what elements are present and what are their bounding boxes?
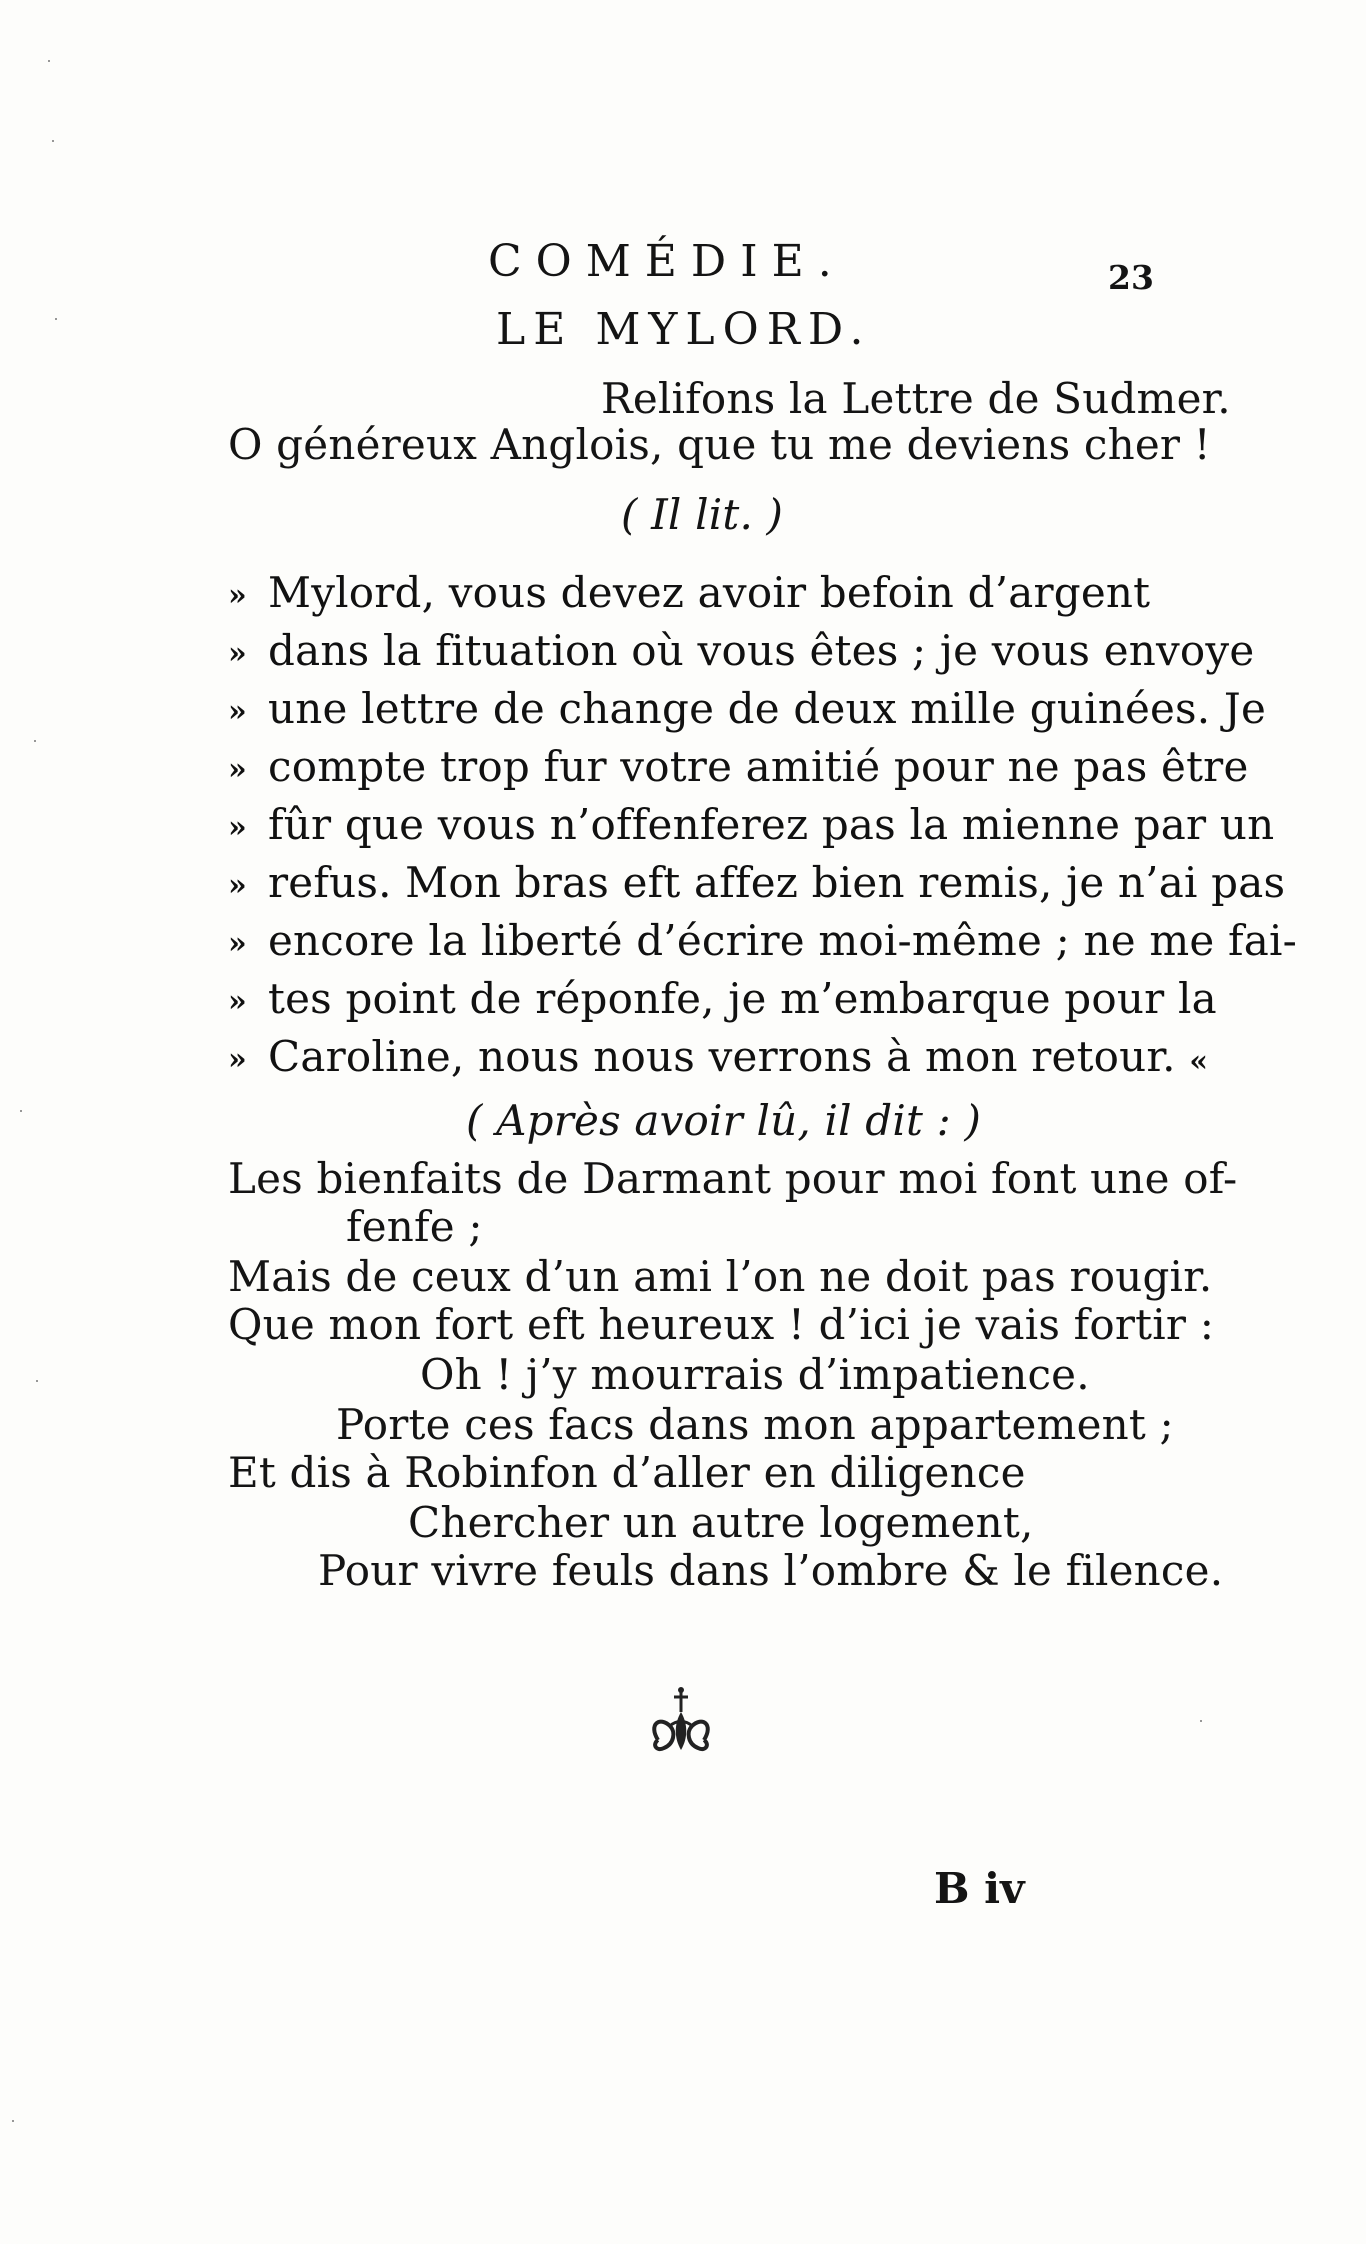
- paper-speck: [48, 60, 50, 62]
- letter-line-text: Caroline, nous nous verrons à mon retour.: [268, 1032, 1176, 1081]
- verse-line: Mais de ceux d’un ami l’on ne doit pas rougir.: [228, 1252, 1213, 1301]
- paper-speck: [52, 140, 54, 142]
- paper-speck: [36, 1380, 38, 1382]
- verse-line: O généreux Anglois, que tu me deviens cher !: [228, 420, 1211, 469]
- paper-speck: [1200, 1720, 1202, 1722]
- close-quote-mark: «: [1189, 1044, 1209, 1079]
- letter-line-text: Mylord, vous devez avoir befoin d’argent: [268, 568, 1151, 617]
- letter-line: [228, 684, 1266, 737]
- open-quote-mark: »: [228, 578, 247, 613]
- paper-speck: [20, 1110, 22, 1112]
- stage-direction: ( Après avoir lû, il dit : ): [466, 1096, 982, 1145]
- letter-line: [228, 800, 1274, 853]
- paper-speck: [34, 740, 36, 742]
- letter-line: [228, 974, 1217, 1027]
- running-title: COMÉDIE.: [488, 236, 846, 287]
- paper-speck: [55, 318, 57, 320]
- stage-direction: ( Il lit. ): [621, 490, 784, 539]
- verse-line: Et dis à Robinfon d’aller en diligence: [228, 1448, 1026, 1497]
- letter-line: [228, 742, 1249, 795]
- signature-mark: B iv: [934, 1864, 1025, 1913]
- letter-line-text: une lettre de change de deux mille guinées. Je: [268, 684, 1267, 733]
- open-quote-mark: »: [228, 636, 247, 671]
- letter-line-text: fûr que vous n’offenferez pas la mienne par un: [268, 800, 1275, 849]
- letter-line: [228, 858, 1285, 911]
- verse-line: Que mon fort eft heureux ! d’ici je vais fortir :: [228, 1300, 1215, 1349]
- verse-line: Pour vivre feuls dans l’ombre & le filence.: [318, 1546, 1224, 1595]
- letter-line: [228, 568, 1150, 621]
- letter-line-text: encore la liberté d’écrire moi-même ; ne me fai-: [268, 916, 1298, 965]
- verse-line: Porte ces facs dans mon appartement ;: [336, 1400, 1174, 1449]
- letter-line-text: dans la fituation où vous êtes ; je vous envoye: [268, 626, 1255, 675]
- open-quote-mark: »: [228, 1042, 247, 1077]
- open-quote-mark: »: [228, 752, 247, 787]
- verse-line: Oh ! j’y mourrais d’impatience.: [420, 1350, 1090, 1399]
- verse-line: fenfe ;: [346, 1202, 483, 1251]
- letter-line-text: compte trop fur votre amitié pour ne pas être: [268, 742, 1249, 791]
- open-quote-mark: »: [228, 694, 247, 729]
- letter-line: [228, 916, 1297, 969]
- open-quote-mark: »: [228, 868, 247, 903]
- letter-line-text: refus. Mon bras eft affez bien remis, je n’ai pas: [268, 858, 1286, 907]
- fleuron-ornament-icon: [640, 1682, 722, 1760]
- open-quote-mark: »: [228, 926, 247, 961]
- speaker-heading: LE MYLORD.: [496, 304, 872, 355]
- paper-speck: [12, 2120, 14, 2122]
- page-number: 23: [1108, 258, 1154, 297]
- verse-line: Relifons la Lettre de Sudmer.: [601, 374, 1231, 423]
- open-quote-mark: »: [228, 984, 247, 1019]
- letter-line: [228, 1032, 1208, 1087]
- verse-line: Les bienfaits de Darmant pour moi font une of-: [228, 1154, 1238, 1203]
- verse-line: Chercher un autre logement,: [408, 1498, 1034, 1547]
- open-quote-mark: »: [228, 810, 247, 845]
- letter-line: [228, 626, 1254, 679]
- letter-line-text: tes point de réponfe, je m’embarque pour la: [268, 974, 1217, 1023]
